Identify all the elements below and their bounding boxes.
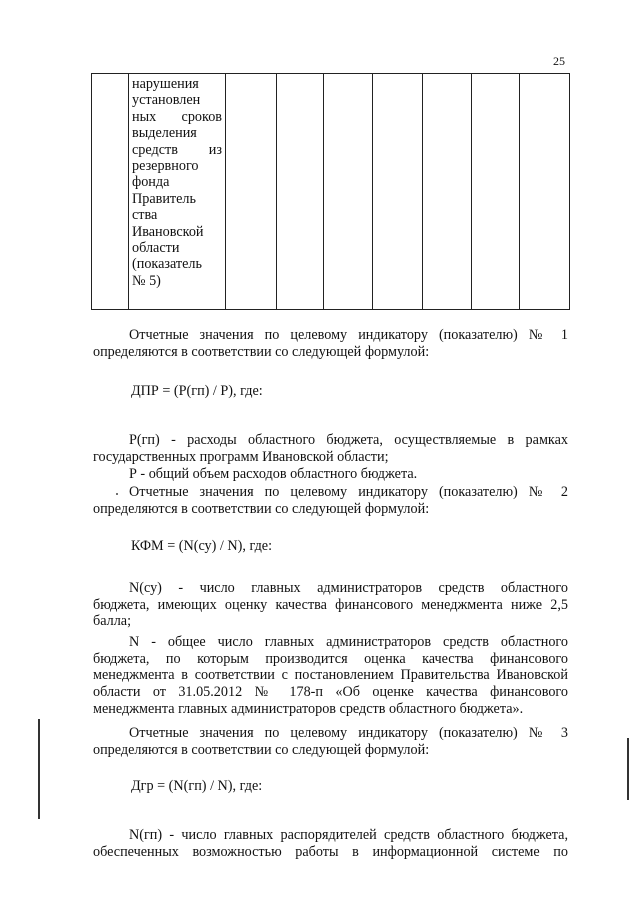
- text-line: N(гп) - число главных распорядителей средств областного бюджета,: [129, 827, 568, 843]
- table-cell-empty: [277, 74, 324, 310]
- cell-line: (показатель: [132, 256, 202, 273]
- text-line: определяются в соответствии со следующей формулой:: [93, 500, 430, 517]
- cell-line: средств из: [132, 141, 222, 158]
- formula-dgr: Дгр = (N(гп) / N), где:: [131, 778, 263, 794]
- text-line: Отчетные значения по целевому индикатору (показателю) № 3: [129, 725, 568, 741]
- text-line: бюджета, по которым производится оценка качества финансового: [93, 650, 568, 667]
- text-line: определяются в соответствии со следующей формулой:: [93, 741, 430, 758]
- text-line: Р(гп) - расходы областного бюджета, осуществляемые в рамках: [129, 432, 568, 448]
- table-cell-empty: [92, 74, 129, 310]
- text-line: Отчетные значения по целевому индикатору (показателю) № 1: [129, 327, 568, 343]
- paragraph-ncy: [93, 580, 568, 630]
- text-line: области от 31.05.2012 № 178-п «Об оценке качества финансового: [93, 684, 568, 701]
- paragraph-r: [93, 466, 568, 483]
- table-cell-empty: [324, 74, 373, 310]
- cell-line: установлен: [132, 92, 201, 109]
- formula-dpr: ДПР = (Р(гп) / Р), где:: [131, 383, 263, 399]
- cell-line: резервного: [132, 158, 199, 175]
- text-line: менеджмента в соответствии с постановлением Правительства Ивановской: [93, 667, 568, 684]
- table-cell-empty: [373, 74, 423, 310]
- table-row: [92, 74, 570, 310]
- text-line: менеджмента главных администраторов средств областного бюджета».: [93, 700, 524, 717]
- text-line: государственных программ Ивановской области;: [93, 448, 389, 465]
- cell-line: нарушения: [132, 76, 199, 92]
- page-number: 25: [553, 54, 565, 68]
- cell-line: № 5): [132, 272, 161, 289]
- paragraph-rgp: [93, 432, 568, 465]
- cell-line: ных сроков: [132, 108, 222, 125]
- cell-line: ства: [132, 207, 158, 224]
- paragraph-indicator-2: [93, 484, 568, 517]
- formula-kfm: КФМ = (N(су) / N), где:: [131, 538, 273, 554]
- cell-line: Ивановской: [132, 223, 204, 240]
- indicator-name-cell: [129, 74, 226, 310]
- text-line: Отчетные значения по целевому индикатору (показателю) № 2: [129, 484, 568, 500]
- table-cell-empty: [226, 74, 277, 310]
- cell-line: выделения: [132, 125, 197, 142]
- table-cell-empty: [520, 74, 570, 310]
- paragraph-indicator-1: [93, 327, 568, 360]
- text-line: обеспеченных возможностью работы в информационной системе по: [93, 843, 568, 860]
- text-line: N - общее число главных администраторов средств областного: [129, 634, 568, 650]
- scan-margin-line-right: [627, 738, 629, 800]
- scan-margin-line-left: [38, 719, 40, 819]
- indicator-table: [91, 73, 570, 310]
- text-line: Р - общий объем расходов областного бюджета.: [129, 466, 418, 482]
- cell-line: фонда: [132, 174, 170, 191]
- paragraph-indicator-3: [93, 725, 568, 758]
- cell-line: Правитель: [132, 190, 196, 207]
- text-line: балла;: [93, 613, 132, 630]
- paragraph-ngp: [93, 827, 568, 860]
- text-line: бюджета, имеющих оценку качества финансового менеджмента ниже 2,5: [93, 596, 568, 613]
- text-line: N(су) - число главных администраторов средств областного: [129, 580, 568, 596]
- table-cell-empty: [472, 74, 520, 310]
- table-cell-empty: [423, 74, 472, 310]
- paragraph-n: [93, 634, 568, 718]
- text-line: определяются в соответствии со следующей формулой:: [93, 343, 430, 360]
- cell-line: области: [132, 240, 180, 257]
